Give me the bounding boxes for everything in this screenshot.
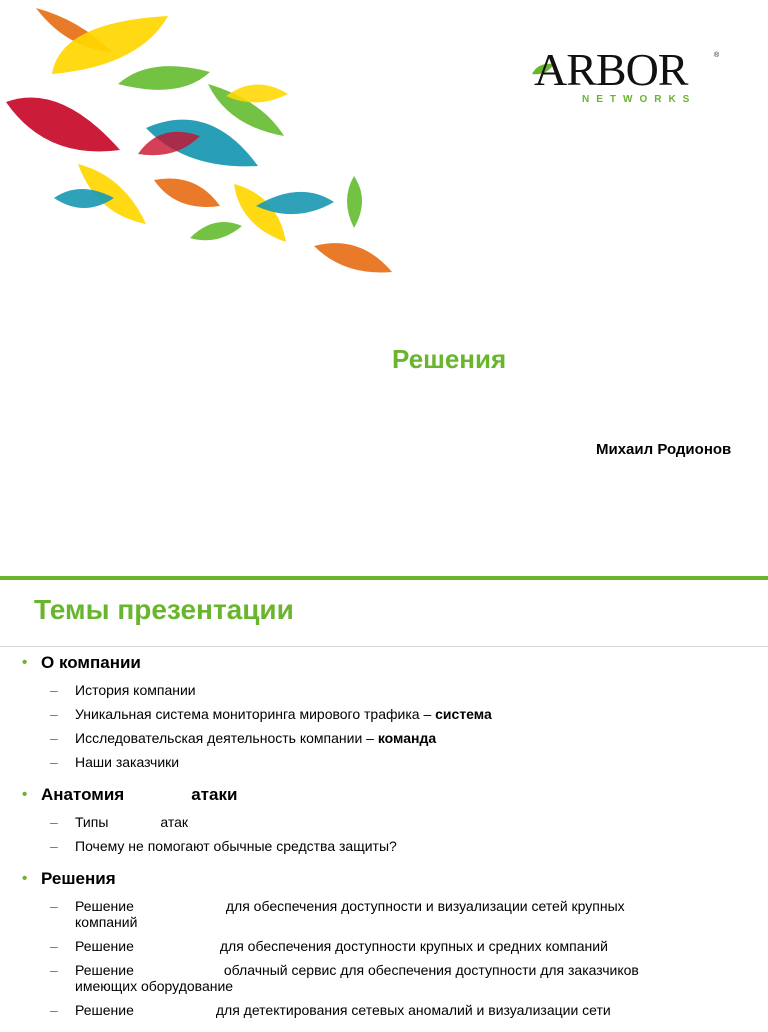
- agenda-slide: [0, 576, 768, 1024]
- logo-registered-mark: ®: [714, 52, 720, 59]
- dash-icon: –: [50, 706, 58, 722]
- list-item: [22, 682, 742, 698]
- bullet-dot-icon: •: [22, 654, 28, 671]
- item-text: История компании: [75, 682, 196, 698]
- dash-icon: –: [50, 814, 58, 830]
- list-item: [22, 814, 742, 830]
- item-text-3: компаний: [75, 914, 138, 930]
- item-text-2: для обеспечения доступности и визуализации сетей крупных: [225, 898, 625, 914]
- list-item: [22, 898, 742, 930]
- heading-text: Решения: [41, 869, 116, 888]
- item-text: Решение: [75, 962, 134, 978]
- dash-icon: –: [50, 682, 58, 698]
- item-text: Решение: [75, 898, 134, 914]
- bullet-dot-icon: •: [22, 870, 28, 887]
- agenda-section: [22, 784, 742, 854]
- author-name: Михаил Родионов: [596, 441, 732, 458]
- item-text: Почему не помогают обычные средства защиты?: [75, 838, 397, 854]
- section-heading: [22, 784, 742, 806]
- top-accent-bar: [0, 576, 768, 580]
- agenda-section: [22, 868, 742, 1018]
- title-divider: [0, 646, 768, 647]
- list-item: [22, 962, 742, 994]
- dash-icon: –: [50, 962, 58, 978]
- dash-icon: –: [50, 838, 58, 854]
- bullet-dot-icon: •: [22, 786, 28, 803]
- item-text: Исследовательская деятельность компании –: [75, 730, 378, 746]
- item-text-3: имеющих оборудование: [75, 978, 234, 994]
- list-item: [22, 1002, 742, 1018]
- dash-icon: –: [50, 1002, 58, 1018]
- heading-text: О компании: [41, 653, 141, 672]
- agenda-section: [22, 652, 742, 770]
- item-text-2: атак: [160, 814, 189, 830]
- item-text: Решение: [75, 1002, 134, 1018]
- agenda-list: [22, 652, 742, 1032]
- list-item: [22, 838, 742, 854]
- heading-text-2: атаки: [191, 785, 238, 804]
- item-text-2: для обеспечения доступности крупных и средних компаний: [219, 938, 608, 954]
- section-heading: [22, 868, 742, 890]
- item-emphasis: команда: [377, 730, 437, 746]
- heading-text: Анатомия: [41, 785, 125, 804]
- section-heading: [22, 652, 742, 674]
- dash-icon: –: [50, 938, 58, 954]
- dash-icon: –: [50, 730, 58, 746]
- item-text: Уникальная система мониторинга мирового трафика –: [75, 706, 436, 722]
- item-text: Наши заказчики: [75, 754, 180, 770]
- dash-icon: –: [50, 898, 58, 914]
- arbor-networks-logo: [528, 44, 728, 110]
- logo-subtitle: NETWORKS: [582, 94, 697, 105]
- list-item: [22, 938, 742, 954]
- item-text-2: для детектирования сетевых аномалий и визуализации сети: [215, 1002, 611, 1018]
- list-item: [22, 754, 742, 770]
- item-text: Типы: [75, 814, 109, 830]
- item-emphasis: система: [435, 706, 492, 722]
- list-item: [22, 706, 742, 722]
- slide-title: Решения: [392, 344, 507, 374]
- logo-word: ARBOR: [534, 44, 688, 95]
- dash-icon: –: [50, 754, 58, 770]
- list-item: [22, 730, 742, 746]
- item-text: Решение: [75, 938, 134, 954]
- item-text-2: облачный сервис для обеспечения доступности для заказчиков: [223, 962, 639, 978]
- agenda-title: Темы презентации: [34, 594, 294, 625]
- leaves-decoration-icon: [0, 0, 400, 290]
